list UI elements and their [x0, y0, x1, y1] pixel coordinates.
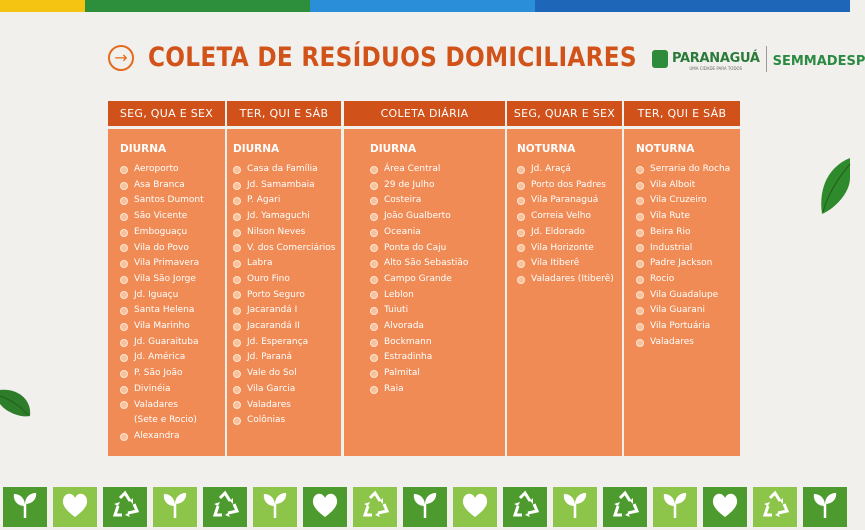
list-item: [370, 256, 505, 272]
bullet-icon: [517, 229, 525, 237]
neighborhood-name: Vila Paranaguá: [531, 195, 599, 206]
footer-tile: [100, 484, 150, 530]
neighborhood-name: Campo Grande: [384, 273, 452, 284]
bullet-icon: [233, 417, 241, 425]
neighborhood-name: Ponta do Caju: [384, 242, 447, 253]
schedule-table: [108, 101, 740, 456]
column-body: [227, 129, 341, 456]
neighborhood-list: [517, 162, 622, 288]
list-item: [120, 303, 225, 319]
dept-logo-name: SEMMADESP: [772, 53, 865, 69]
bullet-icon: [636, 260, 644, 268]
neighborhood-name: P. Agari: [247, 195, 281, 206]
list-item: [636, 256, 740, 272]
list-item: [120, 225, 225, 241]
bullet-icon: [120, 323, 128, 331]
list-item: [636, 335, 740, 351]
neighborhood-list: [636, 162, 740, 350]
list-item: [370, 162, 505, 178]
bullet-icon: [636, 276, 644, 284]
period-label: NOTURNA: [636, 143, 695, 155]
bullet-icon: [370, 370, 378, 378]
list-item: [120, 398, 225, 429]
sprout-icon: [410, 490, 440, 524]
list-item: [120, 241, 225, 257]
bullet-icon: [233, 182, 241, 190]
sprout-icon: [160, 490, 190, 524]
list-item: [636, 162, 740, 178]
neighborhood-name: Asa Branca: [134, 179, 185, 190]
bullet-icon: [636, 182, 644, 190]
neighborhood-name: Tuiuti: [384, 305, 409, 316]
bullet-icon: [370, 182, 378, 190]
list-item: [517, 225, 622, 241]
recycle-icon: [610, 490, 640, 524]
list-item: [636, 178, 740, 194]
bullet-icon: [120, 182, 128, 190]
column-header: TER, QUI E SÁB: [624, 101, 740, 126]
heart-icon: [460, 490, 490, 524]
list-item: [636, 272, 740, 288]
bullet-icon: [636, 339, 644, 347]
bullet-icon: [636, 229, 644, 237]
neighborhood-name: Vila Marinho: [134, 321, 190, 332]
list-item: [233, 272, 341, 288]
neighborhood-name: Jd. Paraná: [247, 352, 293, 363]
neighborhood-name: Labra: [247, 258, 273, 269]
neighborhood-name: Padre Jackson: [650, 258, 713, 269]
column-body: [344, 129, 505, 456]
bullet-icon: [517, 213, 525, 221]
bullet-icon: [120, 386, 128, 394]
bullet-icon: [233, 213, 241, 221]
column-ter-qui-sab-noturna: [624, 101, 740, 456]
column-ter-qui-sab-diurna: [227, 101, 341, 456]
bullet-icon: [233, 386, 241, 394]
heart-icon: [60, 490, 90, 524]
neighborhood-list: [370, 162, 505, 398]
bullet-icon: [120, 354, 128, 362]
list-item: [233, 256, 341, 272]
bullet-icon: [233, 307, 241, 315]
bullet-icon: [370, 291, 378, 299]
column-seg-qua-sex-diurna: [108, 101, 225, 456]
list-item: [370, 319, 505, 335]
bullet-icon: [517, 260, 525, 268]
neighborhood-name: Vila Guarani: [650, 305, 705, 316]
neighborhood-name: Alvorada: [384, 321, 424, 332]
list-item: [517, 241, 622, 257]
neighborhood-name: Serraria do Rocha: [650, 164, 731, 174]
sprout-icon: [810, 490, 840, 524]
bullet-icon: [370, 260, 378, 268]
period-label: DIURNA: [370, 143, 417, 155]
bullet-icon: [370, 213, 378, 221]
list-item: [636, 303, 740, 319]
list-item: [370, 241, 505, 257]
neighborhood-name: Vila Horizonte: [531, 242, 594, 253]
bullet-icon: [636, 213, 644, 221]
neighborhood-name: Vila Guadalupe: [650, 289, 719, 300]
neighborhood-name: Vila Cruzeiro: [650, 195, 707, 206]
neighborhood-name: Jd. Eldorado: [531, 226, 585, 237]
bullet-icon: [120, 291, 128, 299]
list-item: [370, 178, 505, 194]
list-item: [120, 335, 225, 351]
list-item: [370, 335, 505, 351]
neighborhood-name: Vale do Sol: [247, 368, 297, 379]
column-header: SEG, QUAR E SEX: [507, 101, 622, 126]
bullet-icon: [370, 244, 378, 252]
period-label: NOTURNA: [517, 143, 576, 155]
bullet-icon: [233, 323, 241, 331]
neighborhood-name: Jd. Yamaguchi: [247, 211, 310, 222]
column-header: SEG, QUA E SEX: [108, 101, 225, 126]
bullet-icon: [233, 339, 241, 347]
neighborhood-name: Área Central: [384, 164, 441, 174]
bullet-icon: [370, 197, 378, 205]
list-item: [233, 162, 341, 178]
bullet-icon: [517, 197, 525, 205]
list-item: [370, 350, 505, 366]
neighborhood-name: Porto Seguro: [247, 289, 305, 300]
footer-tile: [650, 484, 700, 530]
list-item: [120, 193, 225, 209]
bullet-icon: [370, 323, 378, 331]
neighborhood-name: Ouro Fino: [247, 273, 290, 284]
list-item: [517, 272, 622, 288]
neighborhood-list: [233, 162, 341, 429]
list-item: [370, 366, 505, 382]
list-item: [517, 256, 622, 272]
page-title: COLETA DE RESÍDUOS DOMICILIARES: [148, 42, 637, 73]
neighborhood-name: Jd. Esperança: [247, 336, 309, 347]
column-body: [624, 129, 740, 456]
list-item: [233, 413, 341, 429]
leaf-icon: [816, 158, 850, 218]
list-item: [120, 429, 225, 445]
bullet-icon: [120, 244, 128, 252]
column-seg-quar-sex-noturna: [507, 101, 622, 456]
footer-tile: [400, 484, 450, 530]
bullet-icon: [636, 307, 644, 315]
bullet-icon: [120, 307, 128, 315]
neighborhood-name: Divinéia: [134, 383, 171, 394]
leaf-icon: [0, 382, 34, 422]
list-item: [120, 319, 225, 335]
neighborhood-name: Valadares: [247, 399, 291, 410]
neighborhood-name: Casa da Família: [247, 164, 318, 174]
list-item: [120, 366, 225, 382]
neighborhood-name: P. São João: [134, 368, 183, 379]
neighborhood-name: João Gualberto: [384, 211, 451, 222]
list-item: [233, 241, 341, 257]
list-item: [636, 319, 740, 335]
list-item: [120, 178, 225, 194]
neighborhood-name: Vila Rute: [650, 211, 690, 222]
list-item: [120, 288, 225, 304]
list-item: [233, 335, 341, 351]
bullet-icon: [636, 244, 644, 252]
column-header: TER, QUI E SÁB: [227, 101, 341, 126]
list-item: [120, 256, 225, 272]
neighborhood-name: Porto dos Padres: [531, 179, 606, 190]
footer-tile: [750, 484, 800, 530]
neighborhood-name: Valadares (Itiberê): [531, 273, 614, 284]
neighborhood-name: Rocio: [650, 273, 675, 284]
neighborhood-name: Alto São Sebastião: [384, 258, 469, 269]
footer-tile: [800, 484, 850, 530]
list-item: [233, 178, 341, 194]
bullet-icon: [120, 166, 128, 174]
neighborhood-name: Raia: [384, 383, 404, 394]
neighborhood-name: Jd. Iguaçu: [134, 289, 179, 300]
heart-icon: [710, 490, 740, 524]
bullet-icon: [636, 323, 644, 331]
list-item: [370, 193, 505, 209]
recycle-icon: [510, 490, 540, 524]
neighborhood-name: Jd. Araçá: [531, 164, 571, 174]
list-item: [120, 382, 225, 398]
neighborhood-name: Vila Itiberê: [531, 258, 580, 269]
bullet-icon: [233, 370, 241, 378]
logos: [652, 46, 865, 72]
list-item: [370, 288, 505, 304]
city-logo-name: PARANAGUÁ: [672, 51, 760, 66]
list-item: [120, 272, 225, 288]
bullet-icon: [233, 276, 241, 284]
bullet-icon: [233, 197, 241, 205]
column-body: [507, 129, 622, 456]
footer-tile: [450, 484, 500, 530]
bullet-icon: [370, 229, 378, 237]
neighborhood-name: Santa Helena: [134, 305, 195, 316]
bullet-icon: [370, 339, 378, 347]
neighborhood-name: Jd. Samambaia: [247, 179, 315, 190]
list-item: [636, 193, 740, 209]
list-item: [636, 241, 740, 257]
neighborhood-name: Leblon: [384, 289, 414, 300]
neighborhood-name: Estradinha: [384, 352, 433, 363]
bullet-icon: [636, 197, 644, 205]
bullet-icon: [120, 197, 128, 205]
bullet-icon: [120, 229, 128, 237]
footer-tile: [500, 484, 550, 530]
list-item: [370, 225, 505, 241]
list-item: [233, 398, 341, 414]
neighborhood-name: Vila Garcia: [247, 383, 296, 394]
list-item: [636, 225, 740, 241]
neighborhood-name: Aeroporto: [134, 164, 179, 174]
period-label: DIURNA: [120, 143, 167, 155]
sprout-icon: [560, 490, 590, 524]
footer-tile: [600, 484, 650, 530]
footer-tile: [700, 484, 750, 530]
bullet-icon: [370, 166, 378, 174]
bullet-icon: [120, 260, 128, 268]
neighborhood-name: Vila São Jorge: [134, 273, 196, 284]
neighborhood-name: Jacarandá I: [247, 305, 298, 316]
recycle-icon: [210, 490, 240, 524]
bullet-icon: [120, 370, 128, 378]
bullet-icon: [370, 276, 378, 284]
list-item: [636, 288, 740, 304]
list-item: [517, 209, 622, 225]
bullet-icon: [517, 244, 525, 252]
top-color-bar: [0, 0, 850, 12]
list-item: [120, 350, 225, 366]
bullet-icon: [370, 386, 378, 394]
period-label: DIURNA: [233, 143, 280, 155]
arrow-right-icon: →: [108, 45, 134, 71]
neighborhood-name: Jd. Guaraituba: [134, 336, 199, 347]
neighborhood-name: Industrial: [650, 242, 693, 253]
bullet-icon: [120, 213, 128, 221]
list-item: [517, 178, 622, 194]
neighborhood-name: Alexandra: [134, 430, 180, 441]
list-item: [233, 319, 341, 335]
bullet-icon: [233, 260, 241, 268]
list-item: [517, 193, 622, 209]
list-item: [370, 272, 505, 288]
neighborhood-name: Colônias: [247, 415, 286, 426]
footer-icon-strip: [0, 484, 850, 530]
column-coleta-diaria: [344, 101, 505, 456]
dept-logo: [773, 50, 865, 69]
logo-divider: [766, 46, 767, 72]
list-item: [370, 303, 505, 319]
bullet-icon: [120, 276, 128, 284]
city-logo-sub: UMA CIDADE PARA TODOS: [689, 66, 743, 71]
bullet-icon: [233, 166, 241, 174]
neighborhood-name: Palmital: [384, 368, 420, 379]
bullet-icon: [517, 182, 525, 190]
list-item: [233, 209, 341, 225]
bullet-icon: [233, 354, 241, 362]
column-header: COLETA DIÁRIA: [344, 101, 505, 126]
neighborhood-name: Bockmann: [384, 336, 432, 347]
bullet-icon: [636, 166, 644, 174]
bullet-icon: [233, 244, 241, 252]
list-item: [233, 225, 341, 241]
list-item: [233, 288, 341, 304]
neighborhood-list: [120, 162, 225, 445]
recycle-icon: [760, 490, 790, 524]
footer-tile: [350, 484, 400, 530]
neighborhood-name: Vila Alboit: [650, 179, 696, 190]
sprout-icon: [10, 490, 40, 524]
bullet-icon: [517, 276, 525, 284]
neighborhood-name: Jacarandá II: [247, 321, 300, 332]
title-block: [108, 42, 716, 73]
list-item: [233, 366, 341, 382]
footer-tile: [150, 484, 200, 530]
neighborhood-name: Jd. América: [134, 352, 186, 363]
bullet-icon: [120, 339, 128, 347]
bullet-icon: [120, 433, 128, 441]
list-item: [120, 162, 225, 178]
neighborhood-name: Oceania: [384, 226, 421, 237]
neighborhood-name: Emboguaçu: [134, 226, 188, 237]
footer-tile: [250, 484, 300, 530]
city-crest-icon: [652, 50, 668, 68]
list-item: [233, 193, 341, 209]
list-item: [370, 209, 505, 225]
neighborhood-name: Valadares: [650, 336, 694, 347]
list-item: [120, 209, 225, 225]
bullet-icon: [233, 291, 241, 299]
neighborhood-name: Santos Dumont: [134, 195, 204, 206]
list-item: [233, 382, 341, 398]
bullet-icon: [233, 401, 241, 409]
neighborhood-name: São Vicente: [134, 211, 188, 222]
neighborhood-name: 29 de Julho: [384, 179, 435, 190]
list-item: [636, 209, 740, 225]
column-body: [108, 129, 225, 456]
footer-tile: [200, 484, 250, 530]
list-item: [517, 162, 622, 178]
neighborhood-name: Nilson Neves: [247, 226, 306, 237]
neighborhood-name: Vila do Povo: [134, 242, 189, 253]
bullet-icon: [370, 307, 378, 315]
footer-tile: [50, 484, 100, 530]
neighborhood-name: V. dos Comerciários: [247, 242, 336, 253]
list-item: [370, 382, 505, 398]
list-item: [233, 303, 341, 319]
recycle-icon: [360, 490, 390, 524]
bullet-icon: [370, 354, 378, 362]
bullet-icon: [517, 166, 525, 174]
bullet-icon: [233, 229, 241, 237]
neighborhood-name: Beira Rio: [650, 226, 691, 237]
neighborhood-name: Vila Primavera: [134, 258, 200, 269]
footer-tile: [550, 484, 600, 530]
neighborhood-name: Costeira: [384, 195, 422, 206]
heart-icon: [310, 490, 340, 524]
sprout-icon: [260, 490, 290, 524]
footer-tile: [300, 484, 350, 530]
list-item: [233, 350, 341, 366]
bullet-icon: [120, 401, 128, 409]
neighborhood-name: Correia Velho: [531, 211, 591, 222]
footer-tile: [0, 484, 50, 530]
neighborhood-name: Valadares (Sete e Rocio): [134, 399, 197, 426]
neighborhood-name: Vila Portuária: [650, 321, 711, 332]
city-logo: [672, 47, 760, 71]
recycle-icon: [110, 490, 140, 524]
bullet-icon: [636, 291, 644, 299]
sprout-icon: [660, 490, 690, 524]
